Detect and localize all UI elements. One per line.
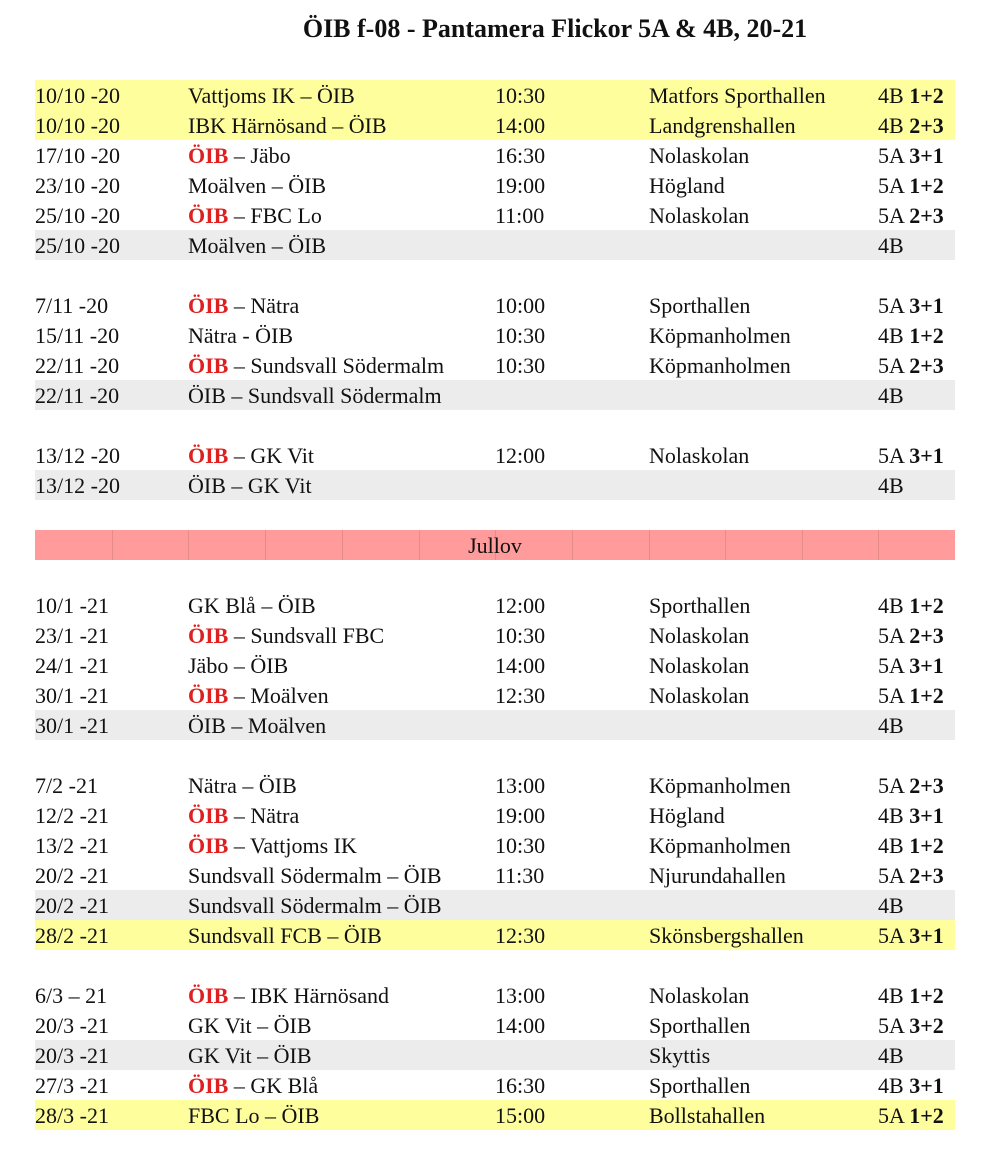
match-opponent: – Nätra: [228, 293, 300, 318]
home-team-highlight: ÖIB: [188, 443, 229, 468]
match-time: 12:00: [495, 593, 546, 618]
match-row: [35, 680, 955, 710]
team-name: 4B: [878, 1043, 904, 1068]
match-row: [35, 380, 955, 410]
match-venue: Sporthallen: [649, 1073, 751, 1098]
team-cell: [878, 290, 944, 321]
game-format: 1+2: [909, 683, 944, 708]
team-name: 5A: [878, 353, 904, 378]
match-row: [35, 620, 955, 650]
game-format: 1+2: [909, 1103, 944, 1128]
game-format: 2+3: [909, 113, 944, 138]
team-cell: [878, 800, 944, 831]
team-name: 5A: [878, 1013, 904, 1038]
team-name: 4B: [878, 83, 904, 108]
team-cell: [878, 350, 944, 381]
match-row: [35, 1010, 955, 1040]
team-name: 4B: [878, 893, 904, 918]
game-format: 2+3: [909, 623, 944, 648]
spacer-row: [35, 950, 955, 980]
match-row: [35, 1070, 955, 1100]
match-row: [35, 860, 955, 890]
team-cell: [878, 230, 904, 261]
team-name: 5A: [878, 143, 904, 168]
match-opponent: FBC Lo – ÖIB: [188, 1103, 320, 1128]
match-teams: [188, 890, 442, 921]
match-opponent: Sundsvall Södermalm – ÖIB: [188, 893, 442, 918]
home-team-highlight: ÖIB: [188, 203, 229, 228]
match-time: 12:30: [495, 923, 546, 948]
match-venue: Högland: [649, 803, 725, 828]
team-cell: [878, 380, 904, 411]
match-time: 11:30: [495, 863, 545, 888]
home-team-highlight: ÖIB: [188, 683, 229, 708]
team-name: 4B: [878, 833, 904, 858]
match-venue: Nolaskolan: [649, 683, 750, 708]
match-row: [35, 80, 955, 110]
team-name: 5A: [878, 203, 904, 228]
match-date: 13/2 -21: [35, 833, 109, 858]
match-row: [35, 440, 955, 470]
match-time: 19:00: [495, 173, 546, 198]
match-opponent: – Sundsvall Södermalm: [228, 353, 445, 378]
break-row: [35, 530, 955, 560]
spacer-row: [35, 260, 955, 290]
match-opponent: – IBK Härnösand: [228, 983, 390, 1008]
match-teams: [188, 830, 357, 861]
match-date: 20/3 -21: [35, 1013, 109, 1038]
team-cell: [878, 830, 944, 861]
team-name: 5A: [878, 173, 904, 198]
match-time: 19:00: [495, 803, 546, 828]
match-time: 12:30: [495, 683, 546, 708]
team-cell: [878, 590, 944, 621]
match-teams: [188, 110, 387, 141]
match-date: 24/1 -21: [35, 653, 109, 678]
match-opponent: – Moälven: [228, 683, 329, 708]
match-venue: Sporthallen: [649, 593, 751, 618]
match-date: 22/11 -20: [35, 353, 120, 378]
match-row: [35, 350, 955, 380]
match-opponent: IBK Härnösand – ÖIB: [188, 113, 387, 138]
game-format: 1+2: [909, 83, 944, 108]
team-name: 5A: [878, 623, 904, 648]
team-cell: [878, 440, 944, 471]
match-opponent: – Vattjoms IK: [228, 833, 357, 858]
team-name: 4B: [878, 323, 904, 348]
match-venue: Nolaskolan: [649, 143, 750, 168]
match-venue: Köpmanholmen: [649, 773, 791, 798]
match-time: 12:00: [495, 443, 546, 468]
spacer-row: [35, 740, 955, 770]
match-opponent: – Sundsvall FBC: [228, 623, 385, 648]
game-format: 3+1: [909, 443, 944, 468]
match-teams: [188, 170, 326, 201]
match-teams: [188, 650, 288, 681]
match-teams: [188, 1010, 312, 1041]
match-venue: Nolaskolan: [649, 623, 750, 648]
match-row: [35, 140, 955, 170]
game-format: 1+2: [909, 593, 944, 618]
match-date: 25/10 -20: [35, 203, 120, 228]
break-label: Jullov: [468, 533, 522, 558]
match-opponent: Vattjoms IK – ÖIB: [188, 83, 355, 108]
game-format: 2+3: [909, 863, 944, 888]
team-name: 5A: [878, 443, 904, 468]
home-team-highlight: ÖIB: [188, 833, 229, 858]
match-time: 13:00: [495, 983, 546, 1008]
match-date: 7/2 -21: [35, 773, 98, 798]
team-cell: [878, 1070, 944, 1101]
match-venue: Skönsbergshallen: [649, 923, 804, 948]
home-team-highlight: ÖIB: [188, 353, 229, 378]
match-teams: [188, 800, 299, 831]
match-teams: [188, 680, 329, 711]
match-venue: Sporthallen: [649, 1013, 751, 1038]
match-row: [35, 830, 955, 860]
match-teams: [188, 380, 442, 411]
match-venue: Landgrenshallen: [649, 113, 796, 138]
team-cell: [878, 200, 944, 231]
match-venue: Nolaskolan: [649, 443, 750, 468]
match-date: 30/1 -21: [35, 683, 109, 708]
match-venue: Högland: [649, 173, 725, 198]
team-name: 4B: [878, 983, 904, 1008]
match-opponent: Moälven – ÖIB: [188, 173, 327, 198]
match-venue: Bollstahallen: [649, 1103, 766, 1128]
team-name: 4B: [878, 593, 904, 618]
match-row: [35, 1100, 955, 1130]
match-time: 14:00: [495, 113, 546, 138]
match-teams: [188, 710, 326, 741]
match-row: [35, 920, 955, 950]
match-row: [35, 470, 955, 500]
game-format: 2+3: [909, 353, 944, 378]
game-format: 3+1: [909, 293, 944, 318]
team-name: 5A: [878, 1103, 904, 1128]
match-date: 20/2 -21: [35, 863, 109, 888]
match-teams: [188, 140, 291, 171]
team-cell: [878, 680, 944, 711]
team-cell: [878, 890, 904, 921]
match-opponent: Sundsvall Södermalm – ÖIB: [188, 863, 442, 888]
match-row: [35, 200, 955, 230]
game-format: 1+2: [909, 833, 944, 858]
home-team-highlight: ÖIB: [188, 983, 229, 1008]
match-venue: Njurundahallen: [649, 863, 786, 888]
team-cell: [878, 1010, 944, 1041]
match-row: [35, 770, 955, 800]
team-name: 4B: [878, 113, 904, 138]
match-opponent: Sundsvall FCB – ÖIB: [188, 923, 382, 948]
match-date: 13/12 -20: [35, 473, 120, 498]
game-format: 1+2: [909, 983, 944, 1008]
team-name: 5A: [878, 653, 904, 678]
team-name: 4B: [878, 473, 904, 498]
match-row: [35, 890, 955, 920]
match-time: 10:00: [495, 293, 546, 318]
match-row: [35, 590, 955, 620]
team-name: 4B: [878, 803, 904, 828]
match-row: [35, 800, 955, 830]
game-format: 2+3: [909, 203, 944, 228]
match-teams: [188, 980, 389, 1011]
team-name: 5A: [878, 923, 904, 948]
match-date: 27/3 -21: [35, 1073, 109, 1098]
match-date: 23/10 -20: [35, 173, 120, 198]
match-opponent: Nätra – ÖIB: [188, 773, 297, 798]
match-time: 10:30: [495, 623, 546, 648]
match-date: 28/2 -21: [35, 923, 109, 948]
match-venue: Nolaskolan: [649, 203, 750, 228]
team-cell: [878, 860, 944, 891]
match-venue: Köpmanholmen: [649, 353, 791, 378]
match-opponent: – FBC Lo: [228, 203, 322, 228]
home-team-highlight: ÖIB: [188, 1073, 229, 1098]
match-date: 25/10 -20: [35, 233, 120, 258]
team-cell: [878, 320, 944, 351]
team-name: 4B: [878, 383, 904, 408]
match-venue: Nolaskolan: [649, 653, 750, 678]
game-format: 3+1: [909, 923, 944, 948]
match-time: 10:30: [495, 83, 546, 108]
match-opponent: – GK Blå: [228, 1073, 319, 1098]
page-title: ÖIB f-08 - Pantamera Flickor 5A & 4B, 20-21: [302, 14, 808, 43]
match-opponent: – GK Vit: [228, 443, 315, 468]
match-venue: Skyttis: [649, 1043, 711, 1068]
match-date: 20/3 -21: [35, 1043, 109, 1068]
match-teams: [188, 290, 299, 321]
home-team-highlight: ÖIB: [188, 623, 229, 648]
spacer-row: [35, 560, 955, 590]
match-date: 10/10 -20: [35, 83, 120, 108]
team-cell: [878, 1100, 944, 1131]
match-teams: [188, 200, 322, 231]
team-name: 5A: [878, 293, 904, 318]
match-date: 10/10 -20: [35, 113, 120, 138]
match-time: 11:00: [495, 203, 545, 228]
game-format: 3+2: [909, 1013, 944, 1038]
team-cell: [878, 980, 944, 1011]
match-teams: [188, 80, 355, 111]
match-teams: [188, 1040, 312, 1071]
team-cell: [878, 770, 944, 801]
match-date: 13/12 -20: [35, 443, 120, 468]
match-time: 14:00: [495, 653, 546, 678]
game-format: 3+1: [909, 143, 944, 168]
match-venue: Sporthallen: [649, 293, 751, 318]
match-date: 15/11 -20: [35, 323, 120, 348]
match-row: [35, 710, 955, 740]
match-teams: [188, 230, 326, 261]
match-teams: [188, 470, 312, 501]
team-name: 5A: [878, 863, 904, 888]
match-row: [35, 290, 955, 320]
match-venue: Köpmanholmen: [649, 323, 791, 348]
match-opponent: GK Vit – ÖIB: [188, 1043, 312, 1068]
home-team-highlight: ÖIB: [188, 803, 229, 828]
match-teams: [188, 590, 316, 621]
match-date: 23/1 -21: [35, 623, 109, 648]
team-name: 5A: [878, 773, 904, 798]
match-teams: [188, 320, 293, 351]
match-opponent: Nätra - ÖIB: [188, 323, 294, 348]
team-cell: [878, 110, 944, 141]
match-date: 20/2 -21: [35, 893, 109, 918]
spacer-row: [35, 500, 955, 530]
match-teams: [188, 440, 314, 471]
match-teams: [188, 620, 384, 651]
team-cell: [878, 650, 944, 681]
match-time: 13:00: [495, 773, 546, 798]
match-date: 28/3 -21: [35, 1103, 109, 1128]
match-time: 10:30: [495, 353, 546, 378]
match-opponent: – Nätra: [228, 803, 300, 828]
match-opponent: ÖIB – Sundsvall Södermalm: [188, 383, 442, 408]
team-cell: [878, 920, 944, 951]
match-venue: Köpmanholmen: [649, 833, 791, 858]
match-teams: [188, 350, 444, 381]
match-opponent: Jäbo – ÖIB: [188, 653, 289, 678]
game-format: 3+1: [909, 803, 944, 828]
match-teams: [188, 1070, 318, 1101]
match-row: [35, 650, 955, 680]
match-time: 10:30: [495, 833, 546, 858]
home-team-highlight: ÖIB: [188, 143, 229, 168]
match-schedule-table: [35, 80, 955, 1130]
match-opponent: GK Blå – ÖIB: [188, 593, 316, 618]
team-name: 4B: [878, 233, 904, 258]
team-cell: [878, 1040, 904, 1071]
team-name: 4B: [878, 1073, 904, 1098]
game-format: 3+1: [909, 653, 944, 678]
team-cell: [878, 140, 944, 171]
match-teams: [188, 1100, 319, 1131]
game-format: 1+2: [909, 323, 944, 348]
team-name: 5A: [878, 683, 904, 708]
match-row: [35, 110, 955, 140]
team-cell: [878, 80, 944, 111]
match-time: 14:00: [495, 1013, 546, 1038]
match-opponent: – Jäbo: [228, 143, 291, 168]
spacer-row: [35, 410, 955, 440]
match-time: 16:30: [495, 143, 546, 168]
match-date: 17/10 -20: [35, 143, 120, 168]
match-time: 10:30: [495, 323, 546, 348]
match-opponent: ÖIB – Moälven: [188, 713, 327, 738]
team-cell: [878, 710, 904, 741]
match-row: [35, 230, 955, 260]
match-row: [35, 320, 955, 350]
match-venue: Nolaskolan: [649, 983, 750, 1008]
match-date: 6/3 – 21: [35, 983, 108, 1008]
match-time: 15:00: [495, 1103, 546, 1128]
team-cell: [878, 470, 904, 501]
match-opponent: GK Vit – ÖIB: [188, 1013, 312, 1038]
match-date: 7/11 -20: [35, 293, 109, 318]
team-cell: [878, 620, 944, 651]
game-format: 1+2: [909, 173, 944, 198]
match-opponent: Moälven – ÖIB: [188, 233, 327, 258]
match-time: 16:30: [495, 1073, 546, 1098]
match-row: [35, 170, 955, 200]
match-date: 12/2 -21: [35, 803, 109, 828]
match-date: 30/1 -21: [35, 713, 109, 738]
team-cell: [878, 170, 944, 201]
team-name: 4B: [878, 713, 904, 738]
match-row: [35, 1040, 955, 1070]
game-format: 2+3: [909, 773, 944, 798]
match-date: 10/1 -21: [35, 593, 109, 618]
game-format: 3+1: [909, 1073, 944, 1098]
match-row: [35, 980, 955, 1010]
match-opponent: ÖIB – GK Vit: [188, 473, 312, 498]
match-venue: Matfors Sporthallen: [649, 83, 826, 108]
home-team-highlight: ÖIB: [188, 293, 229, 318]
match-teams: [188, 920, 382, 951]
match-teams: [188, 770, 297, 801]
match-date: 22/11 -20: [35, 383, 120, 408]
match-teams: [188, 860, 442, 891]
